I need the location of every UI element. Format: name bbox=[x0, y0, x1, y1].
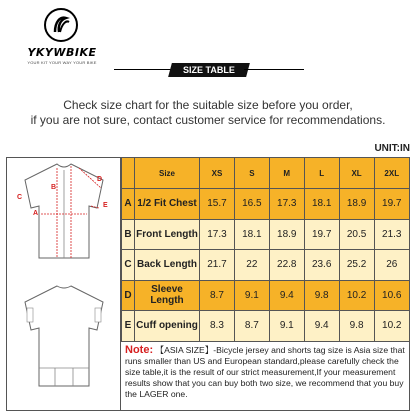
table-row bbox=[122, 311, 410, 342]
table-cell: 19.7 bbox=[304, 219, 339, 250]
table-cell: 9.4 bbox=[269, 280, 304, 311]
instruction-line-1: Check size chart for the suitable size before you order, bbox=[63, 98, 353, 112]
row-letter: D bbox=[122, 280, 135, 311]
table-cell: 17.3 bbox=[200, 219, 235, 250]
table-cell: 10.2 bbox=[374, 311, 409, 342]
table-header-row bbox=[122, 158, 410, 189]
instruction-line-2: if you are not sure, contact customer service for recommendations. bbox=[30, 113, 386, 127]
header-size-label: Size bbox=[135, 158, 200, 189]
row-letter: B bbox=[122, 219, 135, 250]
bike-emblem-icon bbox=[44, 8, 78, 42]
header-size: S bbox=[234, 158, 269, 189]
table-row bbox=[122, 280, 410, 311]
table-cell: 20.5 bbox=[339, 219, 374, 250]
row-label: Sleeve Length bbox=[135, 280, 200, 311]
table-row bbox=[122, 189, 410, 220]
jersey-outline-icon bbox=[7, 158, 121, 410]
header-size: 2XL bbox=[374, 158, 409, 189]
row-label: 1/2 Fit Chest bbox=[135, 189, 200, 220]
table-cell: 18.1 bbox=[234, 219, 269, 250]
title-divider-left bbox=[114, 69, 174, 70]
table-cell: 9.8 bbox=[339, 311, 374, 342]
table-cell: 9.1 bbox=[234, 280, 269, 311]
row-label: Front Length bbox=[135, 219, 200, 250]
table-cell: 25.2 bbox=[339, 250, 374, 281]
table-cell: 23.6 bbox=[304, 250, 339, 281]
row-label: Back Length bbox=[135, 250, 200, 281]
table-row bbox=[122, 250, 410, 281]
title-text: SIZE TABLE bbox=[183, 65, 235, 75]
table-cell: 9.4 bbox=[304, 311, 339, 342]
header-size: XL bbox=[339, 158, 374, 189]
header-size: XS bbox=[200, 158, 235, 189]
jersey-diagram bbox=[7, 158, 121, 410]
header-blank-cell bbox=[122, 158, 135, 189]
size-table bbox=[6, 157, 410, 411]
table-cell: 8.7 bbox=[200, 280, 235, 311]
note-text: 【ASIA SIZE】-Bicycle jersey and shorts tag size is Asia size that runs smaller than US and European standard,please carefully check the size table,it is the result of our strict measurement,If your measurement results show that you can buy both two size, we recommend that you buy the LAGER one. bbox=[125, 345, 405, 399]
table-cell: 15.7 bbox=[200, 189, 235, 220]
brand-tagline: YOUR KIT YOUR WAY YOUR BIKE bbox=[27, 60, 97, 65]
table-cell: 18.1 bbox=[304, 189, 339, 220]
table-cell: 9.8 bbox=[304, 280, 339, 311]
table-cell: 16.5 bbox=[234, 189, 269, 220]
asia-size-note bbox=[121, 341, 409, 410]
row-letter: C bbox=[122, 250, 135, 281]
title-divider-right bbox=[244, 69, 304, 70]
table-cell: 9.1 bbox=[269, 311, 304, 342]
unit-label: UNIT:IN bbox=[374, 143, 410, 154]
table-cell: 10.2 bbox=[339, 280, 374, 311]
row-label: Cuff opening bbox=[135, 311, 200, 342]
dim-label-e: E bbox=[103, 202, 108, 209]
note-label: Note: bbox=[125, 344, 154, 356]
table-cell: 18.9 bbox=[339, 189, 374, 220]
brand-name: YKYWBIKE bbox=[27, 46, 97, 59]
header-size: L bbox=[304, 158, 339, 189]
table-cell: 19.7 bbox=[374, 189, 409, 220]
size-grid bbox=[121, 158, 409, 342]
table-cell: 8.7 bbox=[234, 311, 269, 342]
section-title bbox=[114, 63, 304, 77]
header-size: M bbox=[269, 158, 304, 189]
dim-label-c: C bbox=[17, 194, 23, 201]
table-cell: 21.3 bbox=[374, 219, 409, 250]
table-cell: 22 bbox=[234, 250, 269, 281]
row-letter: E bbox=[122, 311, 135, 342]
table-cell: 26 bbox=[374, 250, 409, 281]
row-letter: A bbox=[122, 189, 135, 220]
table-cell: 10.6 bbox=[374, 280, 409, 311]
title-badge bbox=[168, 63, 250, 77]
table-row bbox=[122, 219, 410, 250]
table-cell: 21.7 bbox=[200, 250, 235, 281]
table-cell: 22.8 bbox=[269, 250, 304, 281]
dim-label-d: D bbox=[97, 176, 103, 183]
brand-logo bbox=[12, 4, 112, 68]
table-cell: 17.3 bbox=[269, 189, 304, 220]
table-cell: 8.3 bbox=[200, 311, 235, 342]
table-cell: 18.9 bbox=[269, 219, 304, 250]
dim-label-a: A bbox=[33, 210, 39, 217]
dim-label-b: B bbox=[51, 184, 57, 191]
